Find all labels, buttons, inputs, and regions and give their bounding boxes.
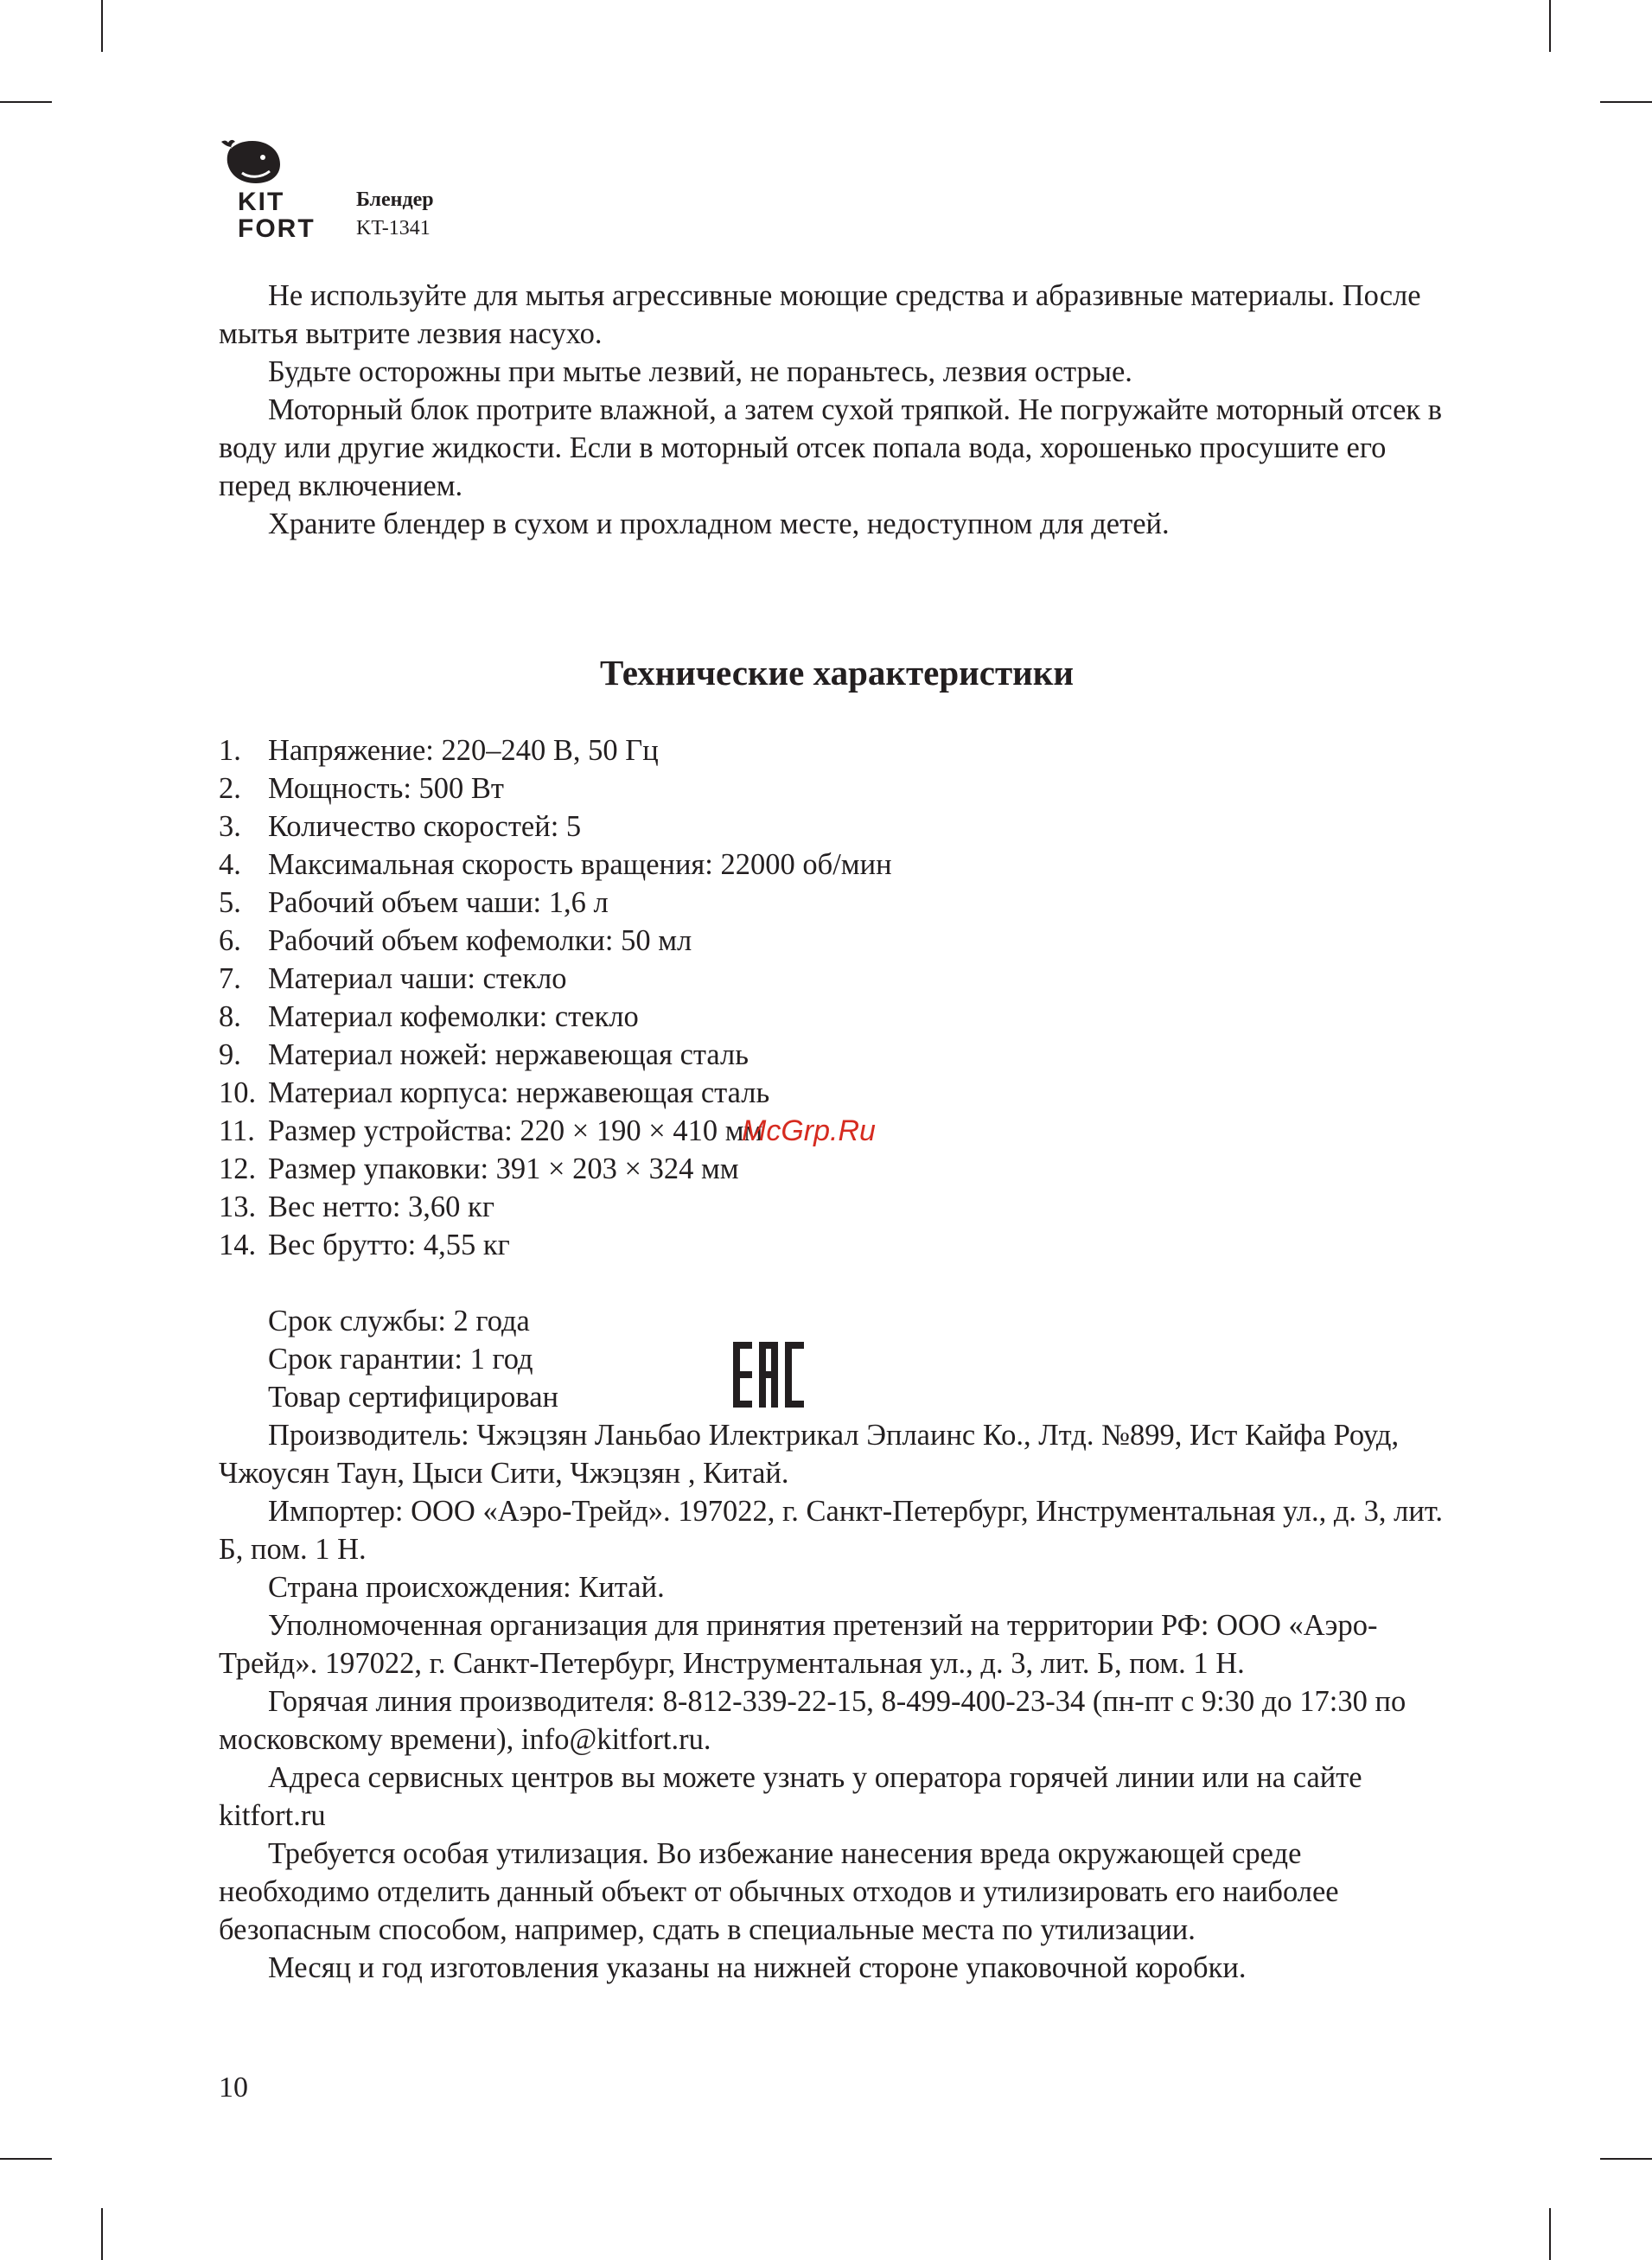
spec-number: 13.	[219, 1191, 257, 1223]
spec-text: Размер устройства: 220 × 190 × 410 мм	[268, 1114, 763, 1147]
spec-number: 7.	[219, 962, 241, 995]
logo-wordmark	[238, 188, 316, 242]
eac-mark	[733, 1342, 804, 1408]
spec-number: 3.	[219, 810, 241, 843]
spec-number: 8.	[219, 1000, 241, 1033]
spec-text: Вес нетто: 3,60 кг	[268, 1191, 494, 1223]
crop-mark-left-top	[0, 101, 52, 103]
spec-text: Напряжение: 220–240 В, 50 Гц	[268, 734, 659, 767]
hotline: Горячая линия производителя: 8-812-339-22-15, 8-499-400-23-34 (пн-пт с 9:30 до 17:30 по московскому времени), info@kitfort.ru.	[219, 1685, 1406, 1756]
spec-text: Мощность: 500 Вт	[268, 772, 505, 805]
spec-item	[219, 960, 1455, 998]
spec-item	[219, 808, 1455, 846]
spec-item	[219, 998, 1455, 1036]
spec-text: Вес брутто: 4,55 кг	[268, 1229, 510, 1261]
service-centers: Адреса сервисных центров вы можете узнать у оператора горячей линии или на сайте kitfort.ru	[219, 1761, 1362, 1832]
spec-item	[219, 1074, 1455, 1112]
crop-mark-right-top	[1600, 101, 1652, 103]
whale-icon	[218, 137, 284, 187]
spec-number: 4.	[219, 848, 241, 881]
paragraph: Храните блендер в сухом и прохладном месте, недоступном для детей.	[268, 508, 1170, 540]
country-of-origin: Страна происхождения: Китай.	[268, 1571, 665, 1604]
spec-text: Материал кофемолки: стекло	[268, 1000, 639, 1033]
spec-number: 14.	[219, 1229, 257, 1261]
logo-line-fort: FORT	[238, 214, 316, 243]
spec-item	[219, 884, 1455, 922]
spec-item	[219, 922, 1455, 960]
kitfort-logo	[216, 137, 328, 245]
spec-item	[219, 1226, 1455, 1264]
specifications-list	[219, 731, 1455, 1264]
spec-number: 9.	[219, 1038, 241, 1071]
spec-text: Максимальная скорость вращения: 22000 об/мин	[268, 848, 892, 881]
page-number: 10	[219, 2072, 248, 2104]
spec-number: 5.	[219, 886, 241, 919]
spec-item	[219, 731, 1455, 769]
section-title: Технические характеристики	[600, 653, 1074, 693]
certification: Товар сертифицирован	[268, 1381, 558, 1414]
manufacturer: Производитель: Чжэцзян Ланьбао Илектрикал Эплаинс Ко., Лтд. №899, Ист Кайфа Роуд, Чжоусян Таун, Цыси Сити, Чжэцзян , Китай.	[219, 1419, 1400, 1490]
care-instructions	[219, 277, 1455, 543]
manufacture-date-note: Месяц и год изготовления указаны на нижней стороне упаковочной коробки.	[268, 1951, 1247, 1984]
crop-mark-bottom-right	[1549, 2208, 1551, 2260]
spec-number: 11.	[219, 1114, 255, 1147]
spec-item	[219, 1150, 1455, 1188]
logo-line-kit: KIT	[238, 188, 285, 216]
spec-number: 10.	[219, 1076, 257, 1109]
watermark: McGrp.Ru	[742, 1114, 876, 1147]
spec-number: 12.	[219, 1152, 257, 1185]
spec-item	[219, 846, 1455, 884]
paragraph: Не используйте для мытья агрессивные моющие средства и абразивные материалы. После мытья вытрите лезвия насухо.	[219, 279, 1421, 350]
crop-mark-right-bottom	[1600, 2158, 1652, 2160]
spec-item	[219, 769, 1455, 808]
spec-text: Количество скоростей: 5	[268, 810, 582, 843]
paragraph: Будьте осторожны при мытье лезвий, не пораньтесь, лезвия острые.	[268, 355, 1132, 388]
spec-number: 2.	[219, 772, 241, 805]
product-model: KT-1341	[356, 217, 431, 239]
paragraph: Моторный блок протрите влажной, а затем сухой тряпкой. Не погружайте моторный отсек в воду или другие жидкости. Если в моторный отсек попала вода, хорошенько просушите его перед включением.	[219, 393, 1443, 502]
spec-text: Материал ножей: нержавеющая сталь	[268, 1038, 749, 1071]
product-details	[219, 1302, 1455, 1987]
spec-number: 6.	[219, 924, 241, 957]
product-name: Блендер	[356, 188, 434, 211]
crop-mark-bottom-left	[101, 2208, 103, 2260]
crop-mark-left-bottom	[0, 2158, 52, 2160]
spec-item	[219, 1036, 1455, 1074]
service-life: Срок службы: 2 года	[268, 1305, 530, 1337]
spec-number: 1.	[219, 734, 241, 767]
importer: Импортер: ООО «Аэро-Трейд». 197022, г. Санкт-Петербург, Инструментальная ул., д. 3, лит. Б, пом. 1 Н.	[219, 1495, 1443, 1566]
disposal: Требуется особая утилизация. Во избежание нанесения вреда окружающей среде необходимо отделить данный объект от обычных отходов и утилизировать его наиболее безопасным способом, например, сдать в специальные места по утилизации.	[219, 1837, 1339, 1946]
spec-item	[219, 1188, 1455, 1226]
spec-text: Размер упаковки: 391 × 203 × 324 мм	[268, 1152, 739, 1185]
spec-text: Материал корпуса: нержавеющая сталь	[268, 1076, 770, 1109]
crop-mark-top-left	[101, 0, 103, 52]
spec-text: Рабочий объем чаши: 1,6 л	[268, 886, 609, 919]
spec-text: Материал чаши: стекло	[268, 962, 567, 995]
spec-text: Рабочий объем кофемолки: 50 мл	[268, 924, 692, 957]
warranty-period: Срок гарантии: 1 год	[268, 1343, 533, 1376]
claims-organization: Уполномоченная организация для принятия претензий на территории РФ: ООО «Аэро-Трейд». 197022, г. Санкт-Петербург, Инструментальная ул., д. 3, лит. Б, пом. 1 Н.	[219, 1609, 1378, 1680]
crop-mark-top-right	[1549, 0, 1551, 52]
